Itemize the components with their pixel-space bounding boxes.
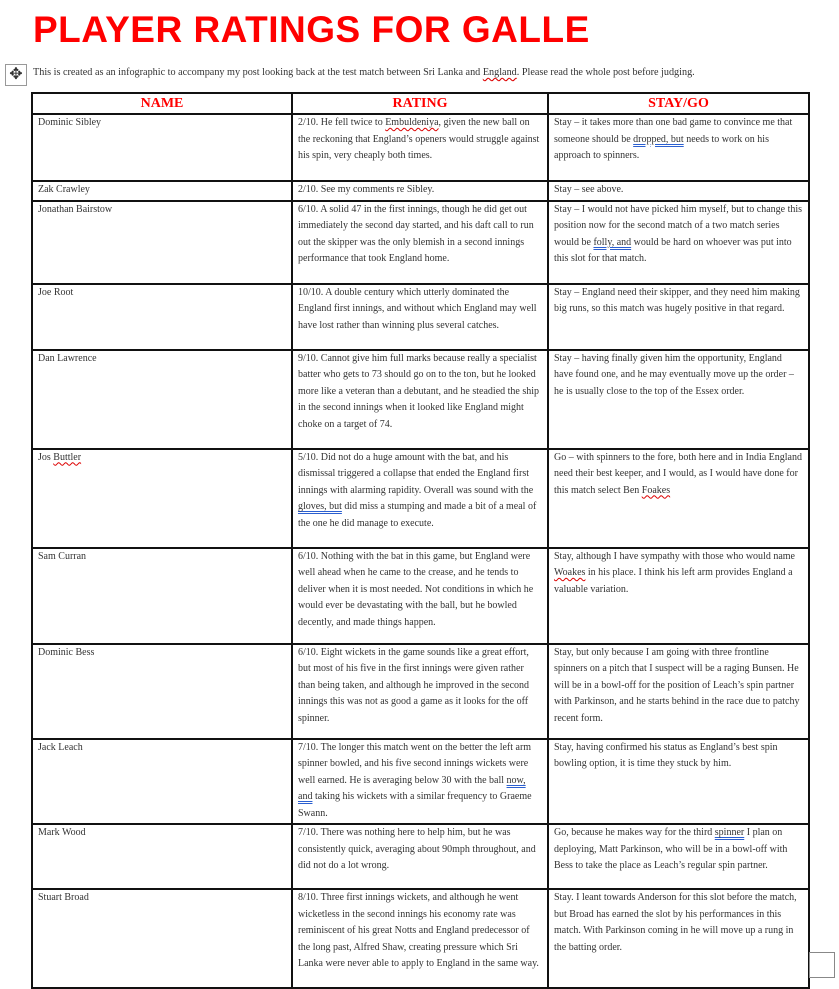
player-name: Dominic Bess: [32, 644, 292, 739]
player-stay-go: [548, 449, 809, 548]
spelling-flagged-word[interactable]: England: [482, 67, 517, 78]
player-name: Dan Lawrence: [32, 350, 292, 449]
spelling-flag[interactable]: Buttler: [53, 451, 82, 463]
player-stay-go: [548, 644, 809, 739]
page-title: PLAYER RATINGS FOR GALLE: [33, 9, 590, 50]
rating-text: 2/10. See my comments re Sibley.: [298, 184, 435, 195]
player-stay-go: [548, 201, 809, 284]
header-name: NAME: [32, 93, 292, 114]
grammar-flag[interactable]: dropped, but: [633, 133, 684, 145]
rating-text: 8/10. Three first innings wickets, and although he went wicketless in the second innings his economy rate was reminiscent of his great Notts and England predecessor of the long past, Alfred Shaw, creating pressure which Sri Lanka were never able to apply to England in the same way.: [298, 892, 539, 969]
rating-text: 9/10. Cannot give him full marks because really a specialist batter who gets to 73 should go on to the ton, but he looked more like a veteran than a debutant, and he steadied the ship in the second innings when it looked like England might choke on a target of 74.: [298, 352, 540, 430]
stay-text: I plan on deploying, Matt Parkinson, who will be in a bowl-off with Bess to take the place as Leach’s regular spin partner.: [554, 827, 788, 871]
player-rating: [292, 548, 548, 644]
spelling-flag[interactable]: Embuldeniya: [385, 117, 439, 128]
stay-text: Stay – see above.: [554, 184, 624, 195]
table-row: [32, 114, 809, 181]
grammar-flag[interactable]: gloves, but: [298, 501, 342, 512]
player-name: Stuart Broad: [32, 889, 292, 988]
stay-text: Stay, but only because I am going with three frontline spinners on a pitch that I suspect will be a raging Bunsen. He will be in a bowl-off for the position of Leach’s spin partner with Parkinson, and he starts behind in the race due to patchy recent form.: [554, 646, 800, 724]
player-rating: [292, 739, 548, 825]
rating-text: 7/10. The longer this match went on the better the left arm spinner bowled, and his five second innings wickets were well earned. He is averaging below 30 with the ball: [298, 741, 532, 786]
header-stay-go: STAY/GO: [548, 93, 809, 114]
player-stay-go: [548, 350, 809, 449]
stay-text: Go, because he makes way for the third: [554, 827, 715, 838]
rating-text: 10/10. A double century which utterly dominated the England first innings, and without which England may well have lost rather than winning plus several catches.: [298, 286, 537, 331]
table-row: [32, 201, 809, 284]
player-rating: [292, 181, 548, 201]
player-rating: [292, 350, 548, 449]
table-resize-handle[interactable]: [809, 952, 835, 978]
stay-text: Stay. I leant towards Anderson for this slot before the match, but Broad has earned the slot by his performances in this match. With Parkinson coming in he will move up a rung in the batting order.: [554, 892, 797, 953]
stay-text: needs to work on his approach to spinners.: [554, 133, 769, 161]
stay-text: would be hard on whoever was put into this slot for that match.: [554, 236, 792, 264]
stay-text: Stay, having confirmed his status as England’s best spin bowling option, it is time they stuck by him.: [554, 741, 778, 769]
move-arrows-icon[interactable]: ✥: [5, 64, 27, 86]
player-name: [32, 449, 292, 548]
intro-before: This is created as an infographic to accompany my post looking back at the test match between Sri Lanka and: [33, 67, 483, 78]
table-row: [32, 739, 809, 825]
table-row: [32, 181, 809, 201]
player-rating: [292, 644, 548, 739]
player-name: Jonathan Bairstow: [32, 201, 292, 284]
intro-text: [33, 67, 695, 78]
player-name: Jack Leach: [32, 739, 292, 825]
table-row: [32, 350, 809, 449]
grammar-flag[interactable]: folly, and: [593, 236, 632, 248]
player-rating: [292, 201, 548, 284]
player-stay-go: [548, 548, 809, 644]
stay-text: Go – with spinners to the fore, both here and in India England need their best keeper, and I would, as I would have done for this match select Ben: [554, 451, 802, 496]
spelling-flag[interactable]: Foakes: [641, 484, 671, 496]
table-row: [32, 889, 809, 988]
stay-text: Stay – England need their skipper, and they need him making big runs, so this match was hugely positive in that regard.: [554, 286, 800, 314]
intro-after: . Please read the whole post before judging.: [516, 67, 695, 78]
player-rating: [292, 284, 548, 350]
player-stay-go: [548, 889, 809, 988]
rating-text: 6/10. Eight wickets in the game sounds like a great effort, but most of his five in the first innings were given rather than being taken, and although he improved in the second innings this was not as good a game as it looks for the off spinner.: [298, 646, 530, 724]
player-name: Zak Crawley: [32, 181, 292, 201]
table-row: [32, 284, 809, 350]
ratings-table: [31, 92, 810, 989]
spelling-flag[interactable]: Woakes: [554, 567, 586, 578]
table-row: [32, 449, 809, 548]
stay-text: Stay – it takes more than one bad game to convince me that someone should be: [554, 117, 793, 145]
rating-text: 5/10. Did not do a huge amount with the bat, and his dismissal triggered a collapse that ended the England first innings with alarming rapidity. Overall was sound with the: [298, 451, 534, 496]
rating-text: did miss a stumping and made a bit of a meal of the one he did manage to execute.: [298, 501, 537, 529]
player-name: Sam Curran: [32, 548, 292, 644]
player-rating: [292, 889, 548, 988]
stay-text: Stay, although I have sympathy with those who would name: [554, 550, 795, 562]
table-header-row: [32, 93, 809, 114]
stay-text: Stay – I would not have picked him myself, but to change this position now for the second match of a two match series would be: [554, 203, 803, 248]
stay-text: in his place. I think his left arm provides England a valuable variation.: [554, 567, 793, 595]
name-text: Jos: [38, 451, 54, 463]
player-name: Dominic Sibley: [32, 114, 292, 181]
table-row: [32, 644, 809, 739]
rating-text: , given the new ball on the reckoning that England’s openers would struggle against his spin, very cheaply both times.: [298, 117, 540, 161]
rating-text: 6/10. A solid 47 in the first innings, though he did get out immediately the second day started, and his daft call to run out the skipper was the only blemish in a second innings performance that took England home.: [298, 203, 534, 264]
player-rating: [292, 449, 548, 548]
player-name: Joe Root: [32, 284, 292, 350]
table-row: [32, 824, 809, 889]
rating-text: 2/10. He fell twice to: [298, 117, 386, 128]
rating-text: 6/10. Nothing with the bat in this game, but England were well ahead when he came to the crease, and he tends to deliver when it is most needed. Not conditions in which he would ever be devastating with the ball, but he bowled decently, and made things happen.: [298, 550, 534, 628]
grammar-flag[interactable]: now, and: [298, 774, 526, 802]
player-stay-go: [548, 824, 809, 889]
table-row: [32, 548, 809, 644]
header-rating: RATING: [292, 93, 548, 114]
player-stay-go: [548, 114, 809, 181]
player-stay-go: [548, 739, 809, 825]
player-stay-go: [548, 284, 809, 350]
player-stay-go: [548, 181, 809, 201]
stay-text: Stay – having finally given him the opportunity, England have found one, and he may eventually move up the order – he is usually close to the top of the Essex order.: [554, 352, 794, 397]
rating-text: 7/10. There was nothing here to help him, but he was consistently quick, averaging about 90mph throughout, and did not do a lot wrong.: [298, 827, 536, 871]
player-name: Mark Wood: [32, 824, 292, 889]
player-rating: [292, 824, 548, 889]
grammar-flag[interactable]: spinner: [714, 827, 745, 838]
player-rating: [292, 114, 548, 181]
rating-text: taking his wickets with a similar frequency to Graeme Swann.: [298, 791, 532, 819]
